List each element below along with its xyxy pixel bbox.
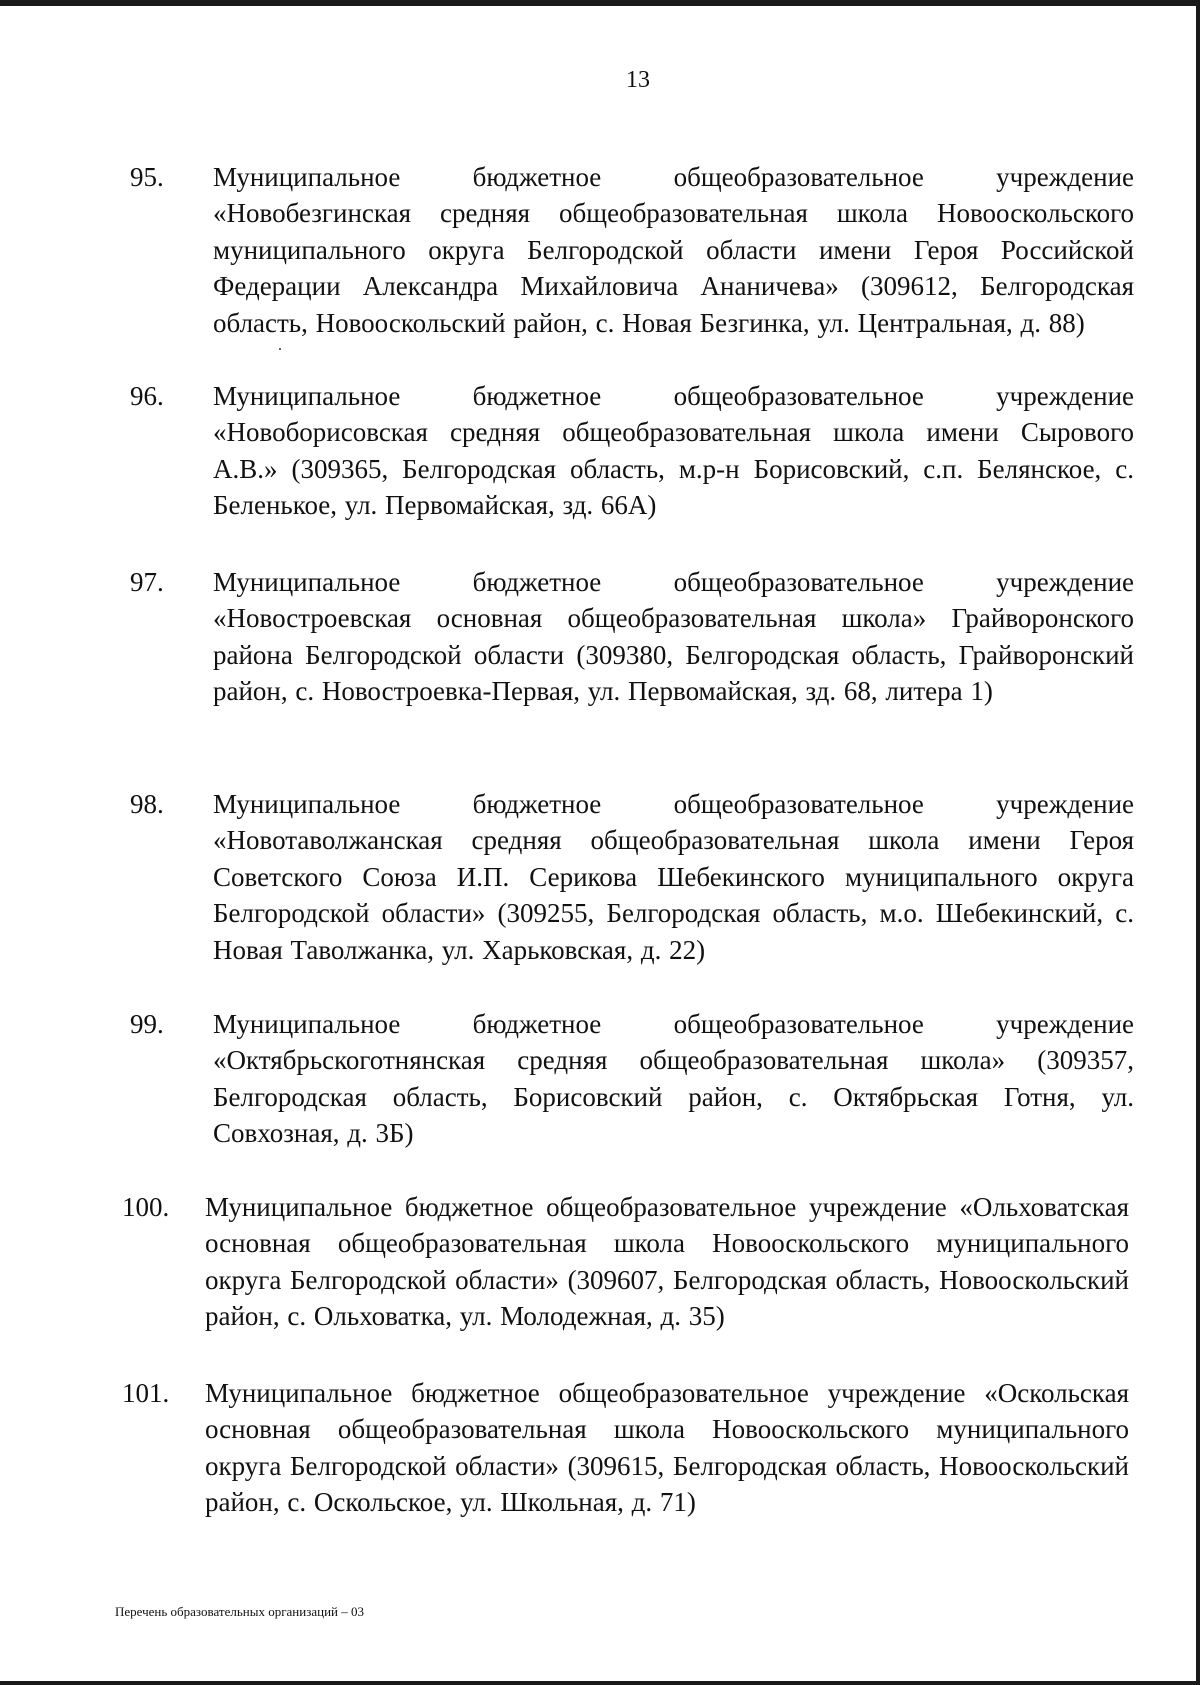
scan-border-right [1196,0,1200,1685]
list-item-number: 101. [122,1378,170,1408]
list-item-number: 96. [130,381,164,411]
list-item-text: Муниципальное бюджетное общеобразовательное учреждение «Ольховатская основная общеобразовательная школа Новооскольского муниципального округа Белгородской области» (309607, Белгородская область, Новооскольский район, с. Ольховатка, ул. Молодежная, д. 35) [205,1192,1129,1332]
list-item-text: Муниципальное бюджетное общеобразовательное учреждение «Новоборисовская средняя общеобразовательная школа имени Сырового А.В.» (309365, Белгородская область, м.р-н Борисовский, с.п. Белянское, с. Беленькое, ул. Первомайская, зд. 66А) [213,381,1134,521]
page-footer: Перечень образовательных организаций – 03 [115,1604,364,1619]
page-number: 13 [626,67,650,93]
scan-border-top [0,0,1200,6]
list-item-number: 99. [130,1009,164,1039]
list-item-text: Муниципальное бюджетное общеобразовательное учреждение «Октябрьскоготнянская средняя общеобразовательная школа» (309357, Белгородская область, Борисовский район, с. Октябрьская Готня, ул. Совхозная, д. 3Б) [213,1009,1134,1149]
scan-border-bottom [0,1681,1200,1685]
list-item-text: Муниципальное бюджетное общеобразовательное учреждение «Новобезгинская средняя общеобразовательная школа Новооскольского муниципального округа Белгородской области имени Героя Российской Федерации Александра Михайловича Ананичева» (309612, Белгородская область, Новооскольский район, с. Новая Безгинка, ул. Центральная, д. 88) [213,162,1134,338]
list-item-number: 97. [130,567,164,597]
list-item-text: Муниципальное бюджетное общеобразовательное учреждение «Оскольская основная общеобразовательная школа Новооскольского муниципального округа Белгородской области» (309615, Белгородская область, Новооскольский район, с. Оскольское, ул. Школьная, д. 71) [205,1378,1129,1518]
list-item-text: Муниципальное бюджетное общеобразовательное учреждение «Новостроевская основная общеобразовательная школа» Грайворонского района Белгородской области (309380, Белгородская область, Грайворонский район, с. Новостроевка-Первая, ул. Первомайская, зд. 68, литера 1) [213,567,1134,707]
list-item-text: Муниципальное бюджетное общеобразовательное учреждение «Новотаволжанская средняя общеобразовательная школа имени Героя Советского Союза И.П. Серикова Шебекинского муниципального округа Белгородской области» (309255, Белгородская область, м.о. Шебекинский, с. Новая Таволжанка, ул. Харьковская, д. 22) [213,789,1134,965]
list-item-number: 95. [130,162,164,192]
list-item-number: 100. [122,1192,170,1222]
list-item-number: 98. [130,789,164,819]
scan-speck [279,348,281,350]
